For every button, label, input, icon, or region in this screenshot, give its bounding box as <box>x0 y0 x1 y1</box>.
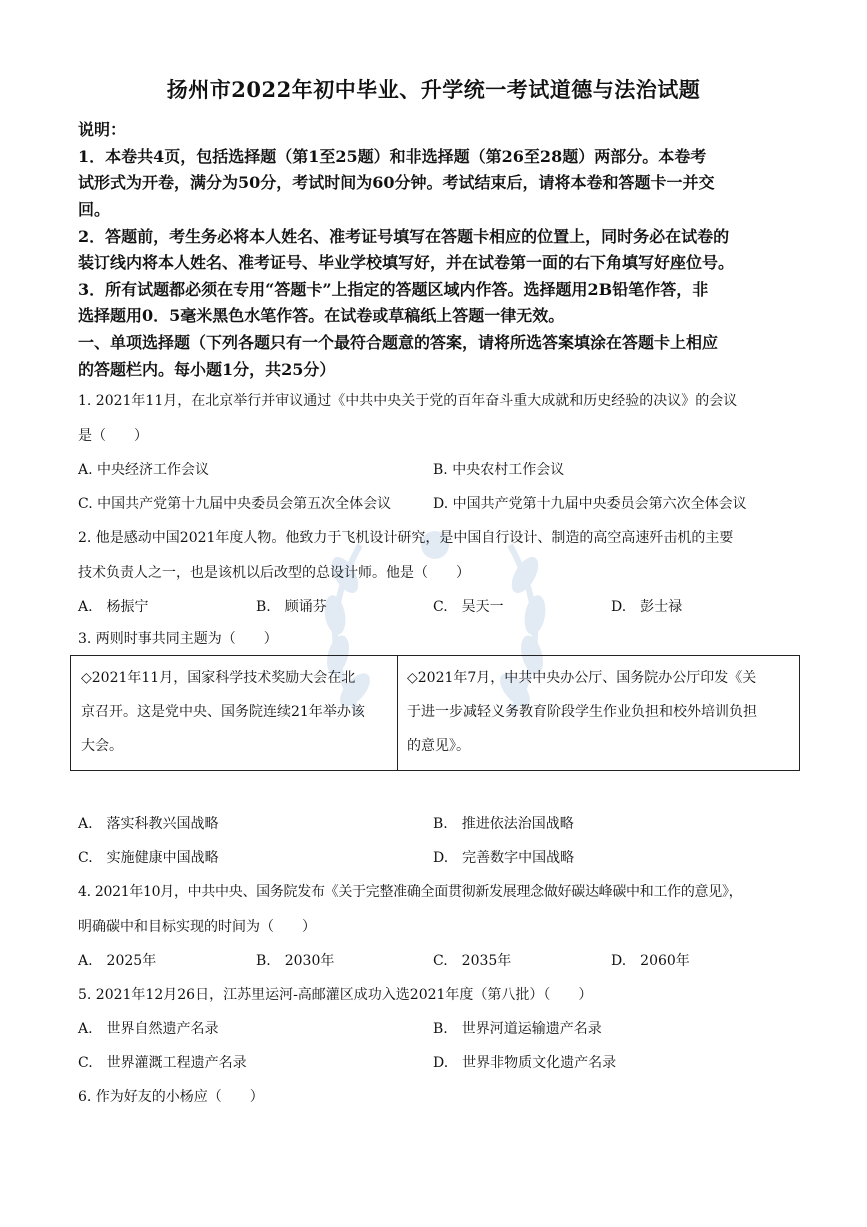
question-1-option-c: C. 中国共产党第十九届中央委员会第五次全体会议 <box>78 496 392 512</box>
question-4-option-a: A. 2025年 <box>78 953 157 969</box>
news-cell-left <box>81 661 365 763</box>
instruction-line: 试形式为开卷，满分为50分，考试时间为60分钟。考试结束后，请将本卷和答题卡一并交 <box>78 173 715 192</box>
news-line: 的意见》。 <box>407 738 470 754</box>
question-4-stem: 明确碳中和目标实现的时间为（ ） <box>78 919 316 935</box>
question-2-stem: 2. 他是感动中国2021年度人物。他致力于飞机设计研究，是中国自行设计、制造的高空高速歼击机的主要 <box>78 530 734 546</box>
question-3-stem: 3. 两则时事共同主题为（ ） <box>78 631 278 647</box>
question-5-option-c: C. 世界灌溉工程遗产名录 <box>78 1055 247 1071</box>
news-line: 大会。 <box>81 738 123 754</box>
question-3-option-a: A. 落实科教兴国战略 <box>78 816 219 832</box>
question-3-option-d: D. 完善数字中国战略 <box>433 850 575 866</box>
question-3-option-b: B. 推进依法治国战略 <box>433 816 574 832</box>
table-divider <box>397 656 398 770</box>
question-5-option-b: B. 世界河道运输遗产名录 <box>433 1021 602 1037</box>
instruction-line: 回。 <box>78 200 111 219</box>
question-5-option-a: A. 世界自然遗产名录 <box>78 1021 219 1037</box>
news-line: 于进一步减轻义务教育阶段学生作业负担和校外培训负担 <box>407 704 757 720</box>
instruction-line: 2．答题前，考生务必将本人姓名、准考证号填写在答题卡相应的位置上，同时务必在试卷的 <box>78 227 730 246</box>
instruction-line: 3．所有试题都必须在专用“答题卡”上指定的答题区域内作答。选择题用2B铅笔作答，非 <box>78 280 709 299</box>
question-4-option-c: C. 2035年 <box>433 953 512 969</box>
news-line: 京召开。这是党中央、国务院连续21年举办该 <box>81 704 365 720</box>
instruction-line: 装订线内将本人姓名、准考证号、毕业学校填写好，并在试卷第一面的右下角填写好座位号。 <box>78 253 735 272</box>
question-1-option-a: A. 中央经济工作会议 <box>78 462 210 478</box>
news-line: ◇2021年7月，中共中央办公厅、国务院办公厅印发《关 <box>407 670 757 686</box>
news-line: ◇2021年11月，国家科学技术奖励大会在北 <box>81 670 356 686</box>
question-2-stem: 技术负责人之一，也是该机以后改型的总设计师。他是（ ） <box>78 565 470 581</box>
question-2-option-d: D. 彭士禄 <box>611 599 683 615</box>
question-4-stem: 4. 2021年10月，中共中央、国务院发布《关于完整准确全面贯彻新发展理念做好碳达峰碳中和工作的意见》， <box>78 884 743 900</box>
question-5-stem: 5. 2021年12月26日，江苏里运河-高邮灌区成功入选2021年度（第八批）（ ） <box>78 987 593 1003</box>
instructions-heading: 说明： <box>78 120 127 139</box>
question-5-option-d: D. 世界非物质文化遗产名录 <box>433 1055 617 1071</box>
question-6-stem: 6. 作为好友的小杨应（ ） <box>78 1089 264 1105</box>
question-2-option-b: B. 顾诵芬 <box>256 599 327 615</box>
question-1-stem: 是（ ） <box>78 428 148 444</box>
question-4-option-b: B. 2030年 <box>256 953 335 969</box>
question-2-option-c: C. 吴天一 <box>433 599 504 615</box>
question-1-stem: 1. 2021年11月，在北京举行并审议通过《中共中央关于党的百年奋斗重大成就和历史经验的决议》的会议 <box>78 393 738 409</box>
news-table <box>70 655 800 771</box>
instruction-line: 1．本卷共4页，包括选择题（第1至25题）和非选择题（第26至28题）两部分。本卷考 <box>78 147 707 166</box>
question-3-option-c: C. 实施健康中国战略 <box>78 850 219 866</box>
instruction-line: 选择题用0．5毫米黑色水笔作答。在试卷或草稿纸上答题一律无效。 <box>78 306 565 325</box>
news-cell-right <box>407 661 757 763</box>
question-4-option-d: D. 2060年 <box>611 953 690 969</box>
section-heading: 一、单项选择题（下列各题只有一个最符合题意的答案，请将所选答案填涂在答题卡上相应 <box>78 333 719 352</box>
question-1-option-d: D. 中国共产党第十九届中央委员会第六次全体会议 <box>433 496 747 512</box>
section-heading: 的答题栏内。每小题1分，共25分） <box>78 360 336 379</box>
page-title: 扬州市2022年初中毕业、升学统一考试道德与法治试题 <box>166 77 701 102</box>
question-1-option-b: B. 中央农村工作会议 <box>433 462 565 478</box>
question-2-option-a: A. 杨振宁 <box>78 599 149 615</box>
